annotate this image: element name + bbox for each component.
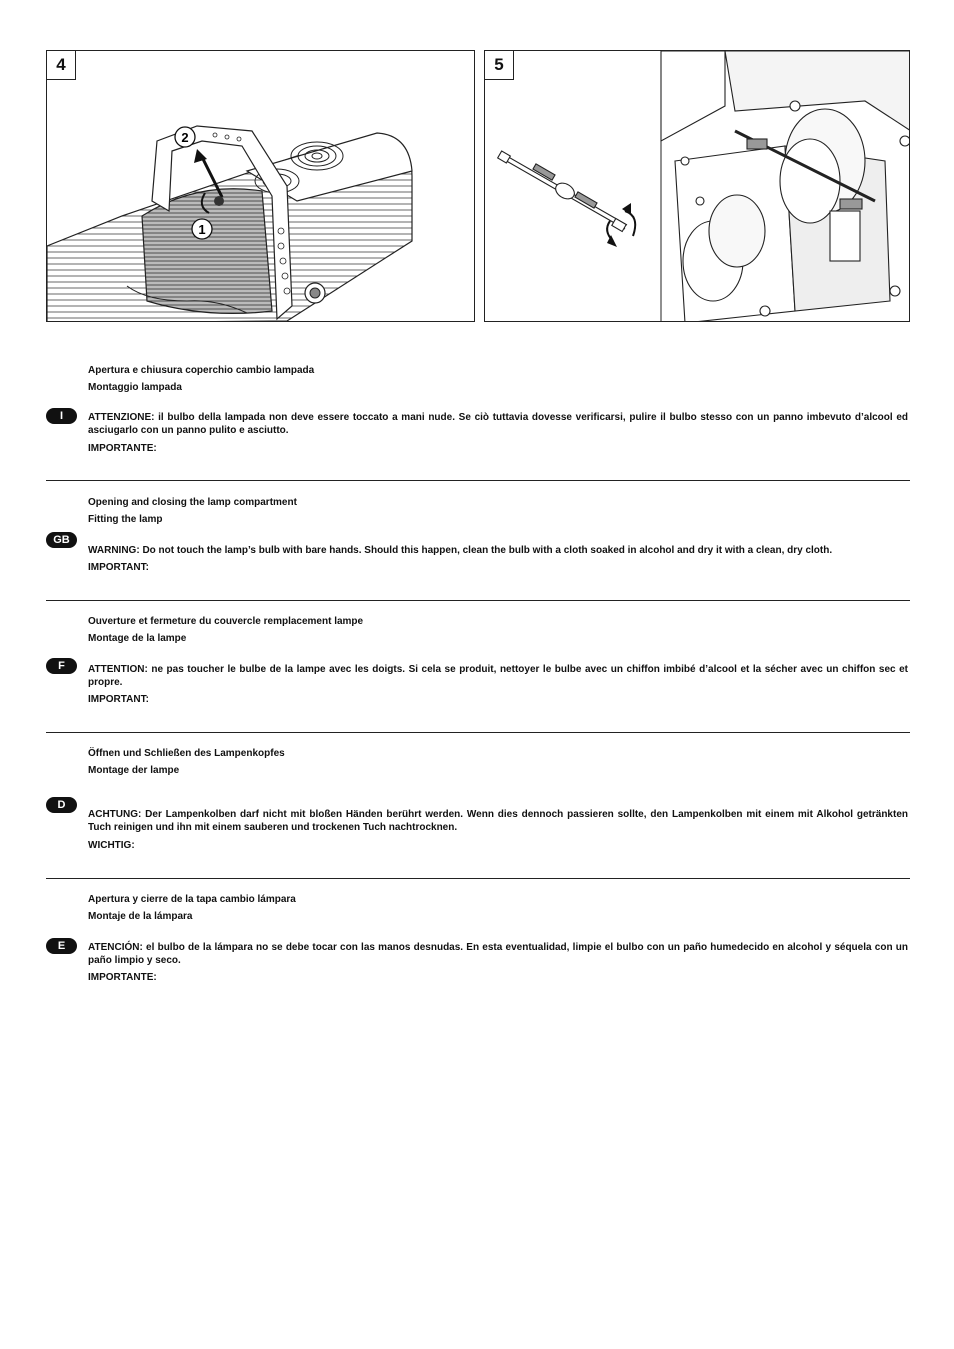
- divider: [46, 732, 910, 733]
- lamp-installation-illustration: [485, 51, 910, 322]
- figure-5: [484, 50, 910, 322]
- figure-number: 4: [47, 51, 76, 80]
- callout-2: 2: [181, 130, 189, 145]
- section-subtitle: Montaggio lampada: [88, 382, 182, 393]
- language-badge: E: [46, 938, 77, 954]
- section-title: Öffnen und Schließen des Lampenkopfes: [88, 748, 285, 759]
- important-label: IMPORTANTE:: [88, 443, 157, 454]
- section-subtitle: Montage de la lampe: [88, 633, 187, 644]
- divider: [46, 600, 910, 601]
- section-subtitle: Montage der lampe: [88, 765, 180, 776]
- important-label: IMPORTANT:: [88, 562, 149, 573]
- callout-1: 1: [198, 222, 206, 237]
- language-badge: D: [46, 797, 77, 813]
- warning-text: ATTENTION: ne pas toucher le bulbe de la lampe avec les doigts. Si cela se produit, nettoyer le bulbe avec un chiffon imbibé d’alcool et la sécher avec un chiffon sec et propre.: [88, 664, 908, 688]
- important-label: IMPORTANT:: [88, 694, 149, 705]
- warning-text: ATENCIÓN: el bulbo de la lámpara no se debe tocar con las manos desnudas. En esta eventualidad, limpie el bulbo con un paño humedecido en alcohol y séquela con un paño limpio y seco.: [88, 942, 908, 966]
- section-subtitle: Fitting the lamp: [88, 514, 163, 525]
- spotlight-illustration: [47, 51, 475, 322]
- divider: [46, 480, 910, 481]
- language-badge: F: [46, 658, 77, 674]
- section-subtitle: Montaje de la lámpara: [88, 911, 193, 922]
- section-title: Opening and closing the lamp compartment: [88, 497, 297, 508]
- warning-text: WARNING: Do not touch the lamp’s bulb with bare hands. Should this happen, clean the bulb with a cloth soaked in alcohol and dry it with a clean, dry cloth.: [88, 545, 833, 556]
- warning-text: ATTENZIONE: il bulbo della lampada non deve essere toccato a mani nude. Se ciò tuttavia dovesse verificarsi, pulire il bulbo stesso con un panno imbevuto d’alcool ed asciugarlo con un panno pulito e asciutto.: [88, 412, 908, 436]
- section-title: Apertura y cierre de la tapa cambio lámpara: [88, 894, 296, 905]
- section-title: Ouverture et fermeture du couvercle remplacement lampe: [88, 616, 364, 627]
- figure-4: [46, 50, 475, 322]
- language-badge: GB: [46, 532, 77, 548]
- figure-number: 5: [485, 51, 514, 80]
- important-label: WICHTIG:: [88, 840, 135, 851]
- divider: [46, 878, 910, 879]
- important-label: IMPORTANTE:: [88, 972, 157, 983]
- section-title: Apertura e chiusura coperchio cambio lampada: [88, 365, 315, 376]
- language-badge: I: [46, 408, 77, 424]
- warning-text: ACHTUNG: Der Lampenkolben darf nicht mit bloßen Händen berührt werden. Wenn dies dennoch passieren sollte, den Lampenkolben mit einem mit Alkohol getränkten Tuch reinigen und ihn mit einem sauberen und trockenen Tuch nachtrocknen.: [88, 809, 908, 833]
